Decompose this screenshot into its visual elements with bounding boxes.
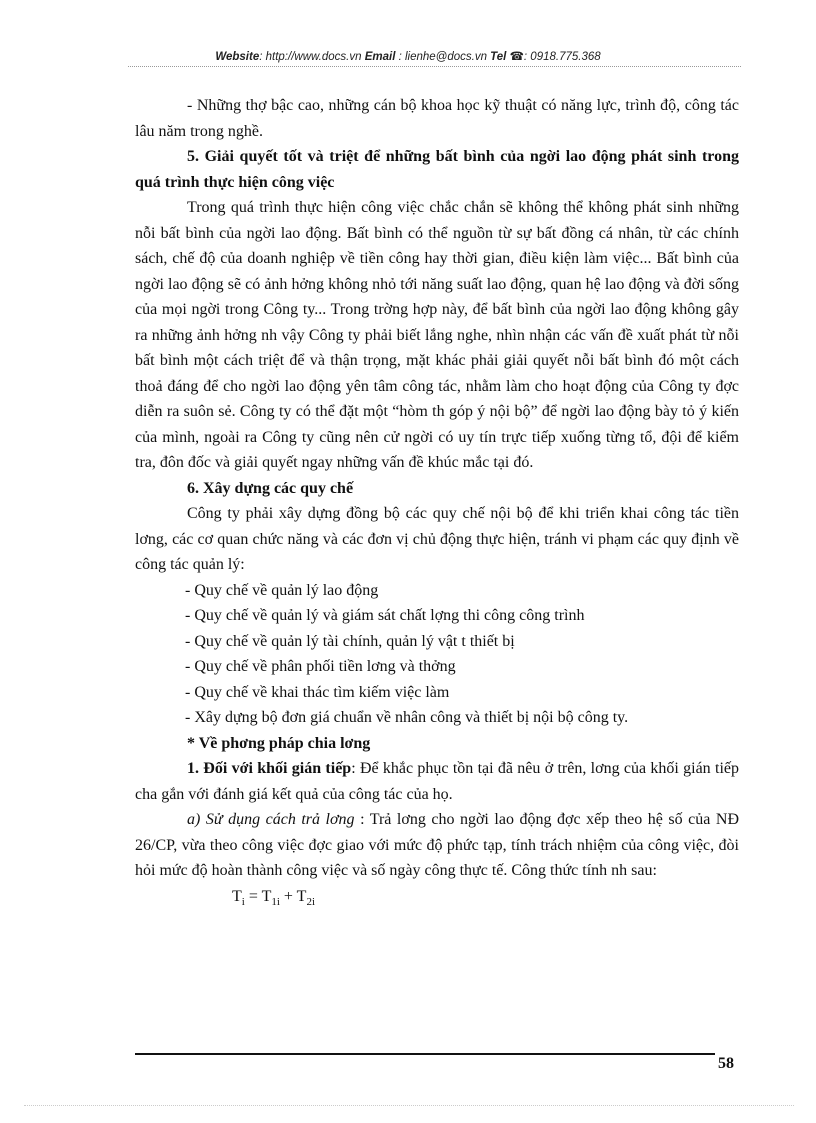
- payment-method-heading: a) Sử dụng cách trả lơng: [187, 811, 355, 828]
- tel-label: Tel: [490, 51, 507, 63]
- tel-value: : 0918.775.368: [523, 51, 601, 63]
- email-label: Email: [364, 51, 396, 63]
- payment-method-text: : Trả lơng cho ngời lao động đợc xếp theo hệ số của NĐ 26/CP, vừa theo công việc đợc giao với mức độ phức tạp, tính trách nhiệm của công việc, đòi hỏi mức độ hoàn thành công việc và số ngày công thực tế. Công thức tính nh sau:: [135, 811, 740, 879]
- list-item: - Quy chế về quản lý lao động: [185, 581, 379, 599]
- website-value: : http://www.docs.vn: [259, 51, 365, 63]
- list-item: - Quy chế về quản lý và giám sát chất lợng thi công công trình: [185, 607, 585, 624]
- paragraph-payment-method: [135, 807, 739, 884]
- email-value: : lienhe@docs.vn: [395, 51, 491, 63]
- document-body: [135, 93, 739, 915]
- indirect-staff-text: : Để khắc phục tồn tại đã nêu ở trên, lơng của khối gián tiếp cha gắn với đánh giá kết quả của công tác của họ.: [135, 760, 739, 803]
- list-item: - Quy chế về khai thác tìm kiếm việc làm: [185, 683, 450, 701]
- bottom-dotted-line: [24, 1105, 794, 1106]
- list-item: - Quy chế về quản lý tài chính, quản lý vật t thiết bị: [185, 632, 515, 650]
- paragraph-indirect-staff: [135, 756, 739, 807]
- list-item: - Quy chế về phân phối tiền lơng và thởng: [185, 658, 456, 675]
- paragraph-regulations: Công ty phải xây dựng đồng bộ các quy chế nội bộ để khi triển khai công tác tiền lơng, các cơ quan chức năng và các đơn vị chủ động thực hiện, tránh vi phạm các quy định về công tác quản lý:: [135, 505, 739, 573]
- salary-formula: $T_i = T_{1i} + T_{2i}$: [232, 887, 315, 908]
- header-divider: [128, 66, 741, 67]
- method-heading: * Về phơng pháp chia lơng: [187, 734, 371, 752]
- website-label: Website: [215, 51, 260, 63]
- paragraph-qualified-workers: - Những thợ bậc cao, những cán bộ khoa học kỹ thuật có năng lực, trình độ, công tác lâu năm trong nghề.: [135, 97, 739, 140]
- paragraph-grievances: Trong quá trình thực hiện công việc chắc chắn sẽ không thể không phát sinh những nỗi bất bình của ngời lao động. Bất bình có thể nguồn từ sự bất đồng cá nhân, từ các chính sách, chế độ của doanh nghiệp về tiền công hay thời gian, điều kiện làm việc... Bất bình của ngời lao động sẽ có ảnh hởng không nhỏ tới năng suất lao động, quan hệ lao động và đời sống của mọi ngời trong Công ty... Trong trờng hợp này, để bất bình của ngời lao động không gây ra những ảnh hởng nh vậy Công ty phải biết lắng nghe, nhìn nhận các vấn đề xuất phát từ nỗi bất bình một cách triệt để và thận trọng, mặt khác phải giải quyết nỗi bất bình đó một cách thoả đáng để cho ngời lao động yên tâm công tác, nhằm làm cho hoạt động của Công ty đợc diễn ra suôn sẻ. Công ty có thể đặt một “hòm th góp ý nội bộ” để ngời lao động bày tỏ ý kiến của mình, ngoài ra Công ty cũng nên cử ngời có uy tín trực tiếp xuống từng tổ, đội để kiểm tra, đôn đốc và giải quyết ngay những vấn đề khúc mắc tại đó.: [135, 199, 739, 471]
- section-heading-6: 6. Xây dựng các quy chế: [187, 479, 354, 497]
- list-item: - Xây dựng bộ đơn giá chuẩn về nhân công và thiết bị nội bộ công ty.: [185, 709, 629, 726]
- indirect-staff-heading: 1. Đối với khối gián tiếp: [187, 760, 352, 777]
- page-number: 58: [718, 1055, 734, 1072]
- page-header: [0, 49, 816, 63]
- footer-divider: [135, 1053, 715, 1055]
- section-heading-5: 5. Giải quyết tốt và triệt để những bất bình của ngời lao động phát sinh trong quá trình thực hiện công việc: [135, 148, 739, 191]
- phone-icon: ☎: [509, 51, 524, 63]
